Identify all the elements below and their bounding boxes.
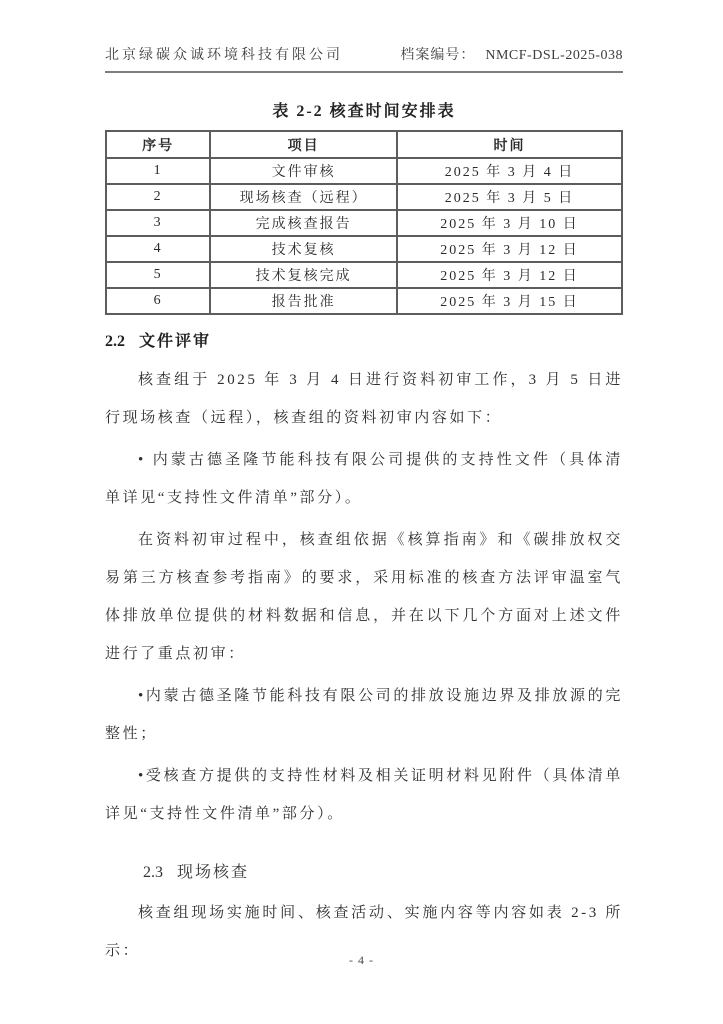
table-cell: 1 [106, 158, 210, 184]
table-cell: 2025 年 3 月 15 日 [397, 288, 622, 314]
table-row [106, 158, 622, 184]
table-cell: 文件审核 [210, 158, 397, 184]
bullet-paragraph: •受核查方提供的支持性材料及相关证明材料见附件（具体清单详见“支持性文件清单”部分）。 [105, 768, 623, 822]
table-cell: 2025 年 3 月 4 日 [397, 158, 622, 184]
table-cell: 2025 年 3 月 12 日 [397, 236, 622, 262]
section-heading-2-2 [105, 328, 623, 351]
page-header [105, 44, 623, 73]
column-header: 项目 [210, 131, 397, 158]
table-row [106, 288, 622, 314]
table-cell: 技术复核 [210, 236, 397, 262]
table-cell: 5 [106, 262, 210, 288]
table-cell: 技术复核完成 [210, 262, 397, 288]
table-cell: 2 [106, 184, 210, 210]
table-cell: 报告批准 [210, 288, 397, 314]
paragraph: 核查组于 2025 年 3 月 4 日进行资料初审工作，3 月 5 日进行现场核查（远程），核查组的资料初审内容如下： [105, 372, 623, 426]
table-cell: 2025 年 3 月 5 日 [397, 184, 622, 210]
table-row [106, 262, 622, 288]
table-cell: 完成核查报告 [210, 210, 397, 236]
page-number: - 4 - [349, 953, 374, 967]
schedule-table [105, 130, 623, 315]
column-header: 时间 [397, 131, 622, 158]
archive-number [400, 44, 623, 64]
column-header: 序号 [106, 131, 210, 158]
bullet-paragraph: •内蒙古德圣隆节能科技有限公司的排放设施边界及排放源的完整性； [105, 688, 623, 742]
table-cell: 6 [106, 288, 210, 314]
table-cell: 2025 年 3 月 12 日 [397, 262, 622, 288]
table-cell: 3 [106, 210, 210, 236]
table-header-row [106, 131, 622, 158]
table-row [106, 184, 622, 210]
table-row [106, 210, 622, 236]
table-row [106, 236, 622, 262]
table-cell: 4 [106, 236, 210, 262]
section-title: 现场核查 [177, 864, 250, 881]
company-name: 北京绿碳众诚环境科技有限公司 [105, 48, 343, 63]
archive-value: NMCF-DSL-2025-038 [485, 48, 623, 63]
section-heading-2-3 [143, 859, 623, 882]
section-number: 2.2 [105, 333, 125, 350]
section-title: 文件评审 [139, 333, 212, 350]
bullet-paragraph: • 内蒙古德圣隆节能科技有限公司提供的支持性文件（具体清单详见“支持性文件清单”部分）。 [105, 452, 623, 506]
table-caption: 表 2-2 核查时间安排表 [272, 103, 456, 120]
paragraph: 核查组现场实施时间、核查活动、实施内容等内容如表 2-3 所示： [105, 905, 623, 959]
table-cell: 现场核查（远程） [210, 184, 397, 210]
paragraph: 在资料初审过程中，核查组依据《核算指南》和《碳排放权交易第三方核查参考指南》的要求，采用标准的核查方法评审温室气体排放单位提供的材料数据和信息，并在以下几个方面对上述文件进行了重点初审： [105, 532, 623, 662]
section-number: 2.3 [143, 864, 163, 881]
table-cell: 2025 年 3 月 10 日 [397, 210, 622, 236]
archive-label: 档案编号： [400, 48, 476, 63]
